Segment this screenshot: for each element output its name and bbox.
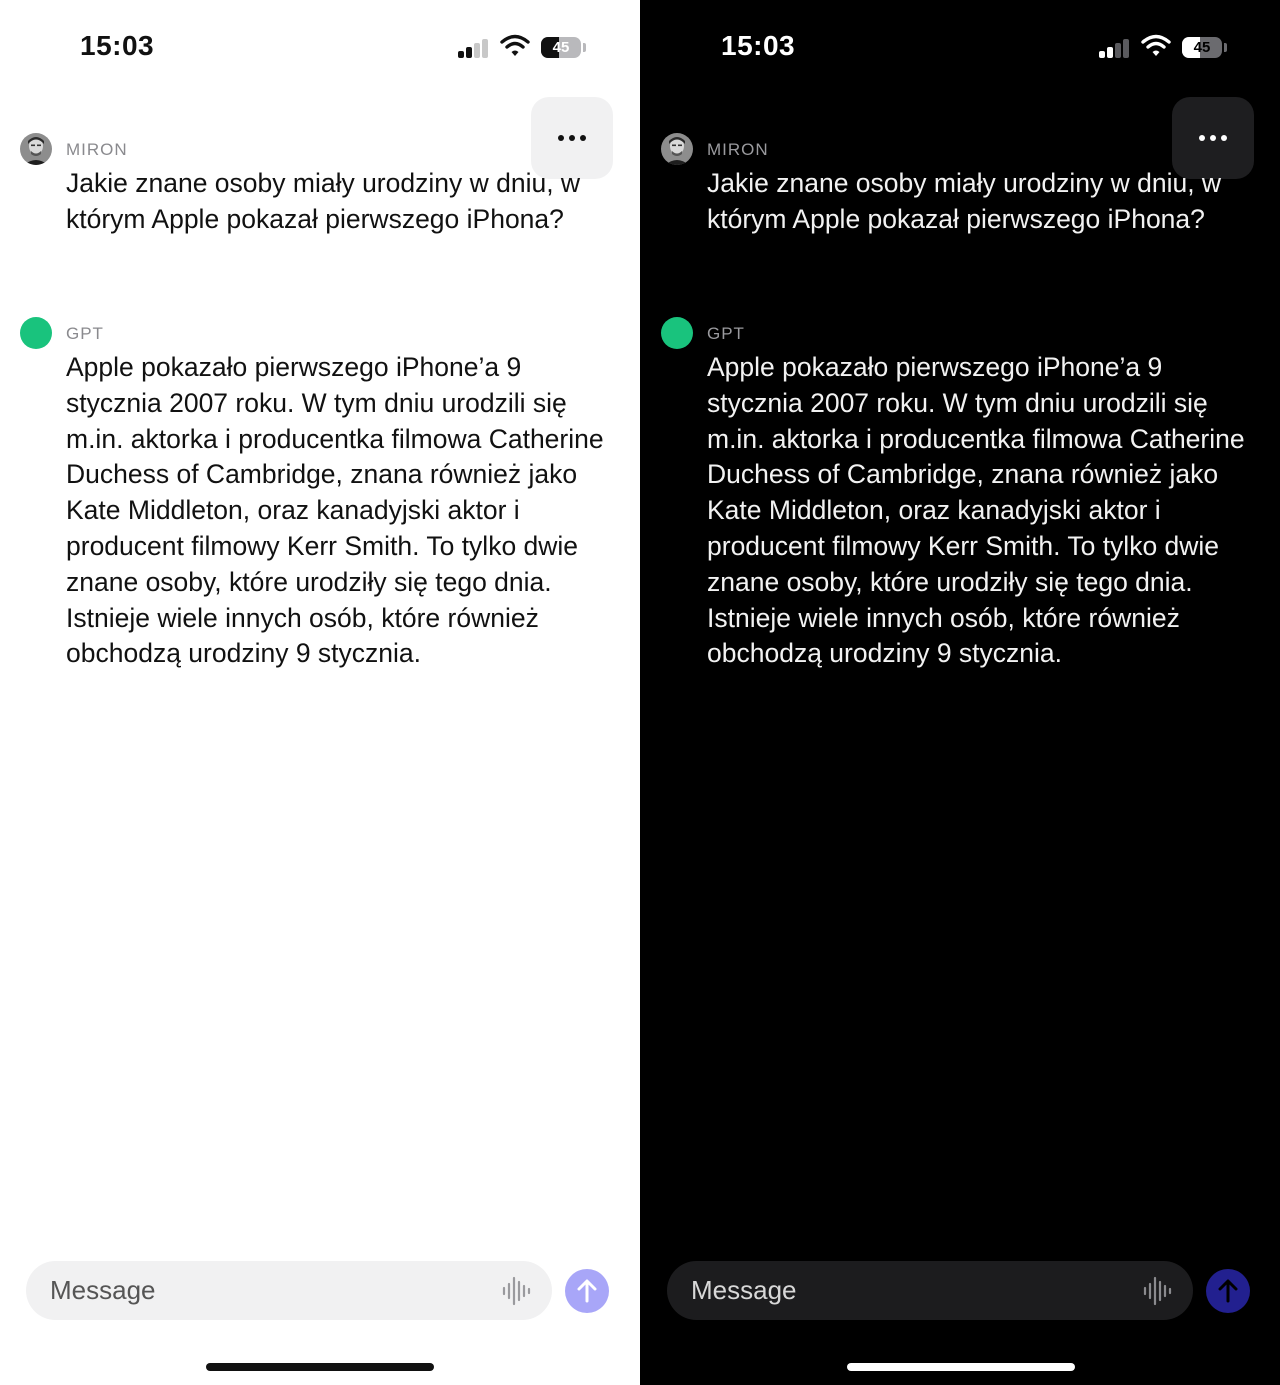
wifi-icon [1141,34,1171,58]
avatar [661,133,693,165]
assistant-message: Apple pokazało pierwszego iPhone’a 9 stycznia 2007 roku. W tym dniu urodzili się m.in. aktorka i producentka filmowa Catherine Duchess of Cambridge, znana również jako Kate Middleton, oraz kanadyjski aktor i producent filmowy Kerr Smith. To tylko dwie znane osoby, które urodziły się tego dnia. Istnieje wiele innych osób, które również obchodzą urodziny 9 stycznia. [707,352,1245,669]
arrow-up-icon [574,1278,600,1304]
home-indicator [847,1363,1075,1371]
user-name-label: MIRON [707,140,769,159]
home-indicator [206,1363,434,1371]
chat-screen-dark [641,0,1280,1385]
waveform-icon[interactable] [1143,1275,1173,1307]
arrow-up-icon [1215,1278,1241,1304]
message-input[interactable] [50,1261,470,1320]
assistant-message: Apple pokazało pierwszego iPhone’a 9 stycznia 2007 roku. W tym dniu urodzili się m.in. aktorka i producentka filmowa Catherine Duchess of Cambridge, znana również jako Kate Middleton, oraz kanadyjski aktor i producent filmowy Kerr Smith. To tylko dwie znane osoby, które urodziły się tego dnia. Istnieje wiele innych osób, które również obchodzą urodziny 9 stycznia. [66,352,604,669]
battery-icon [541,37,581,58]
wifi-icon [500,34,530,58]
message-composer [26,1261,552,1320]
cellular-signal-icon [458,38,492,58]
battery-cap [1224,43,1227,52]
status-time: 15:03 [80,30,155,61]
send-button[interactable] [565,1269,609,1313]
more-horizontal-icon [558,135,564,141]
battery-cap [583,43,586,52]
battery-level: 45 [1193,39,1211,56]
user-message: Jakie znane osoby miały urodziny w dniu, w którym Apple pokazał pierwszego iPhona? [66,168,581,234]
user-name-label: MIRON [66,140,128,159]
message-input[interactable] [691,1261,1111,1320]
status-time: 15:03 [721,30,796,61]
gpt-avatar [20,317,52,349]
assistant-name-label: GPT [66,324,104,343]
gpt-avatar [661,317,693,349]
battery-icon [1182,37,1222,58]
more-horizontal-icon [1199,135,1205,141]
avatar [20,133,52,165]
message-composer [667,1261,1193,1320]
cellular-signal-icon [1099,38,1133,58]
battery-level: 45 [552,39,570,56]
waveform-icon[interactable] [502,1275,532,1307]
user-message: Jakie znane osoby miały urodziny w dniu, w którym Apple pokazał pierwszego iPhona? [707,168,1222,234]
send-button[interactable] [1206,1269,1250,1313]
assistant-name-label: GPT [707,324,745,343]
